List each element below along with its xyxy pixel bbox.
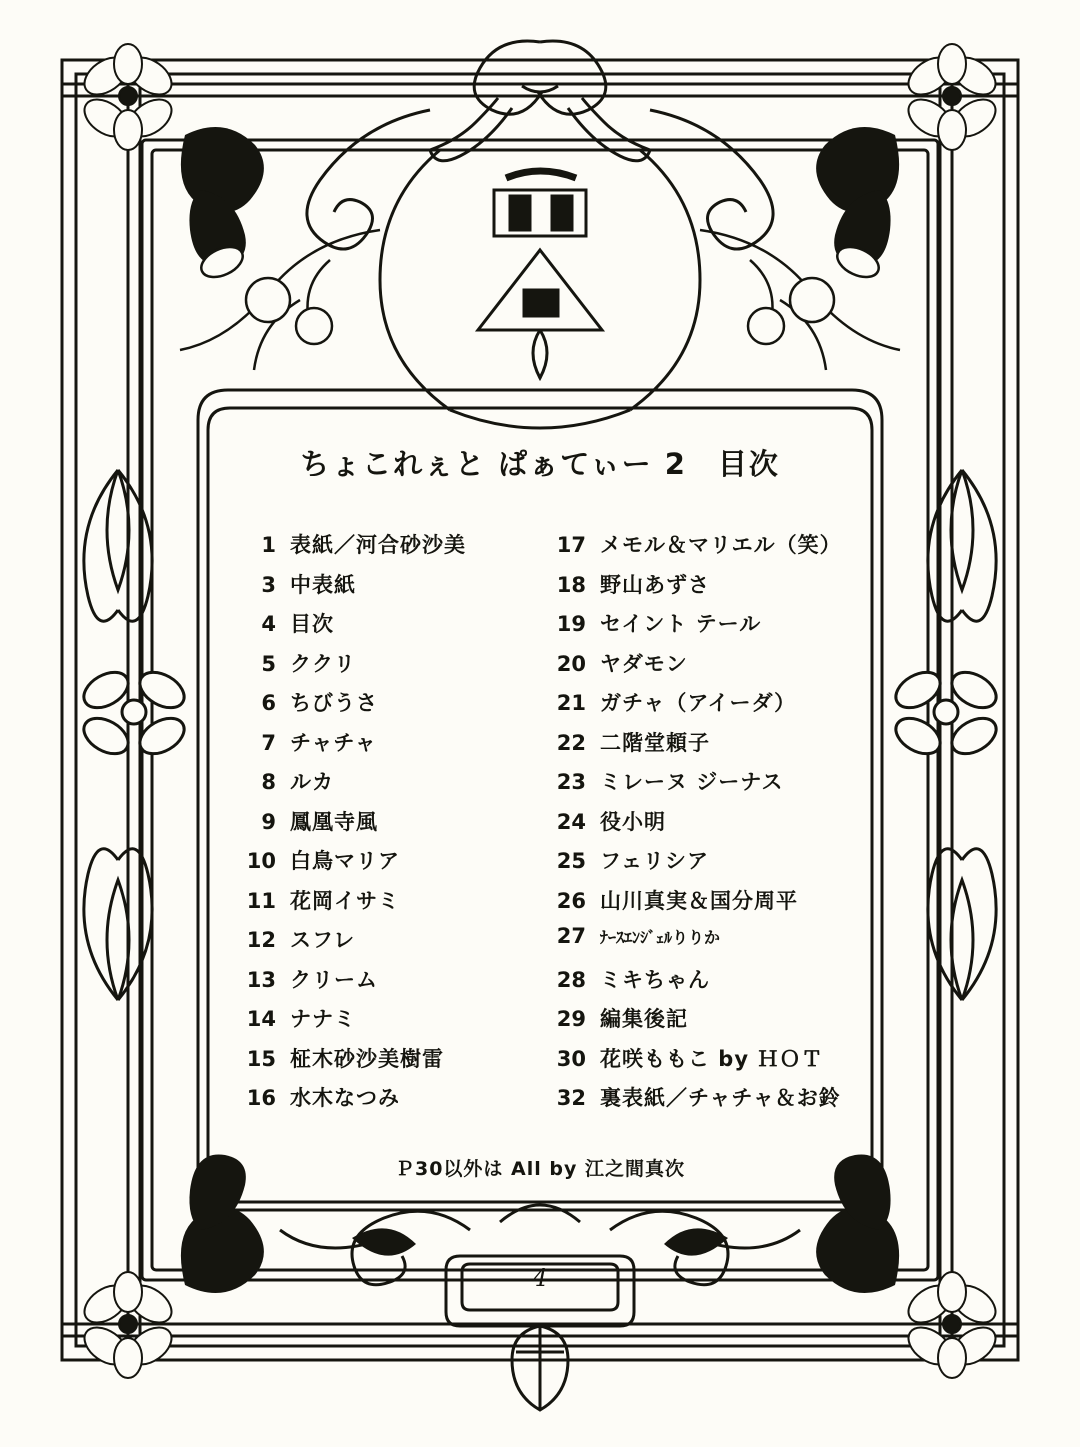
toc-left-column — [230, 529, 540, 1122]
toc-page-number: 18 — [556, 572, 586, 597]
toc-page-number: 3 — [261, 572, 276, 597]
toc-page-number: 26 — [556, 888, 586, 913]
toc-entry[interactable] — [230, 806, 540, 846]
toc-entry-title: ガチャ（アイーダ） — [600, 691, 797, 715]
toc-entry-title: ﾅｰｽｴﾝｼﾞｪﾙりりか — [600, 928, 721, 947]
toc-entry-title: メモル＆マリエル（笑） — [600, 533, 842, 557]
toc-columns — [200, 529, 880, 1122]
toc-entry-title: ミキちゃん — [600, 967, 710, 992]
toc-page-number: 15 — [246, 1046, 276, 1071]
toc-page-number: 13 — [246, 967, 276, 992]
toc-entry-title: クリーム — [290, 967, 378, 992]
toc-right-column — [540, 529, 850, 1122]
toc-page-number: 27 — [556, 924, 586, 948]
toc-entry[interactable] — [540, 1043, 850, 1083]
toc-entry[interactable] — [230, 648, 540, 688]
toc-entry-title: 花岡イサミ — [290, 888, 400, 913]
toc-page-number: 25 — [556, 849, 586, 873]
toc-entry[interactable] — [230, 569, 540, 609]
toc-page-number: 22 — [556, 730, 586, 755]
toc-entry[interactable] — [540, 1003, 850, 1043]
toc-entry[interactable] — [540, 806, 850, 846]
toc-entry-title: ミレーヌ ジーナス — [600, 770, 784, 794]
toc-entry[interactable] — [230, 727, 540, 767]
toc-entry-title: 編集後記 — [600, 1007, 688, 1031]
toc-page-number: 20 — [556, 651, 586, 676]
toc-entry[interactable] — [540, 1082, 850, 1122]
toc-page-number: 11 — [246, 888, 276, 913]
toc-entry-title: 柾木砂沙美樹雷 — [290, 1046, 444, 1071]
toc-entry[interactable] — [540, 569, 850, 609]
toc-entry[interactable] — [230, 529, 540, 569]
toc-entry-title: チャチャ — [290, 730, 377, 755]
toc-entry[interactable] — [230, 845, 540, 885]
toc-page-number: 29 — [556, 1007, 586, 1031]
toc-entry[interactable] — [230, 885, 540, 925]
toc-entry[interactable] — [230, 608, 540, 648]
toc-entry-title: 役小明 — [600, 809, 666, 834]
toc-page-number: 12 — [246, 928, 276, 952]
toc-entry-title: ヤダモン — [600, 651, 688, 676]
toc-page-number: 1 — [261, 533, 276, 557]
toc-page-number: 30 — [556, 1046, 586, 1071]
toc-page-number: 9 — [261, 809, 276, 834]
toc-entry[interactable] — [230, 766, 540, 806]
toc-entry-title: 野山あずさ — [600, 572, 710, 597]
toc-entry-title: ククリ — [290, 651, 356, 676]
credit-line: Ｐ30以外は All by 江之間真次 — [394, 1157, 685, 1180]
toc-entry-title: 表紙／河合砂沙美 — [290, 533, 466, 557]
toc-entry[interactable] — [540, 964, 850, 1004]
toc-entry-title: 山川真実＆国分周平 — [600, 888, 798, 913]
toc-entry[interactable] — [230, 1043, 540, 1083]
toc-panel — [200, 420, 880, 1200]
toc-entry-title: 鳳凰寺風 — [290, 809, 378, 834]
toc-entry-title: スフレ — [290, 928, 356, 952]
toc-page-number: 23 — [556, 770, 586, 794]
toc-entry[interactable] — [540, 648, 850, 688]
toc-page-number: 32 — [556, 1086, 586, 1110]
toc-page-number: 14 — [246, 1007, 276, 1031]
toc-page-number: 5 — [261, 651, 276, 676]
toc-entry[interactable] — [540, 608, 850, 648]
toc-page-number: 8 — [261, 770, 276, 794]
page-title: ちょこれぇと ぱぁてぃー 2 目次 — [300, 447, 780, 481]
toc-entry-title: ちびうさ — [290, 691, 378, 715]
toc-entry[interactable] — [540, 529, 850, 569]
toc-page-number: 19 — [556, 612, 586, 636]
toc-page-number: 16 — [246, 1086, 276, 1110]
toc-entry-title: 目次 — [290, 612, 334, 636]
toc-entry-title: セイント テール — [600, 612, 762, 636]
toc-page-number: 21 — [556, 691, 586, 715]
toc-page-number: 28 — [556, 967, 586, 992]
toc-page-number: 10 — [246, 849, 276, 873]
toc-entry[interactable] — [230, 1082, 540, 1122]
toc-entry[interactable] — [540, 924, 850, 964]
toc-page-number: 7 — [261, 730, 276, 755]
toc-entry[interactable] — [230, 687, 540, 727]
toc-entry[interactable] — [540, 766, 850, 806]
toc-entry[interactable] — [540, 727, 850, 767]
toc-entry[interactable] — [540, 845, 850, 885]
toc-entry[interactable] — [230, 1003, 540, 1043]
toc-entry-title: 裏表紙／チャチャ＆お鈴 — [600, 1086, 841, 1110]
toc-entry-title: ナナミ — [290, 1007, 356, 1031]
toc-entry-title: 水木なつみ — [290, 1086, 400, 1110]
toc-entry-title: ルカ — [290, 770, 334, 794]
toc-entry[interactable] — [230, 924, 540, 964]
toc-page-number: 6 — [261, 691, 276, 715]
toc-entry[interactable] — [540, 885, 850, 925]
toc-entry-title: 白鳥マリア — [290, 849, 400, 873]
toc-page-number: 24 — [556, 809, 586, 834]
toc-entry[interactable] — [230, 964, 540, 1004]
toc-entry-title: フェリシア — [600, 849, 709, 873]
page-number: 4 — [532, 1264, 548, 1292]
toc-page-number: 17 — [556, 533, 586, 557]
toc-page-number: 4 — [261, 612, 276, 636]
toc-entry-title: 二階堂頼子 — [600, 730, 710, 755]
toc-entry[interactable] — [540, 687, 850, 727]
toc-entry-title: 花咲ももこ by ＨＯＴ — [600, 1046, 824, 1071]
toc-entry-title: 中表紙 — [290, 572, 356, 597]
